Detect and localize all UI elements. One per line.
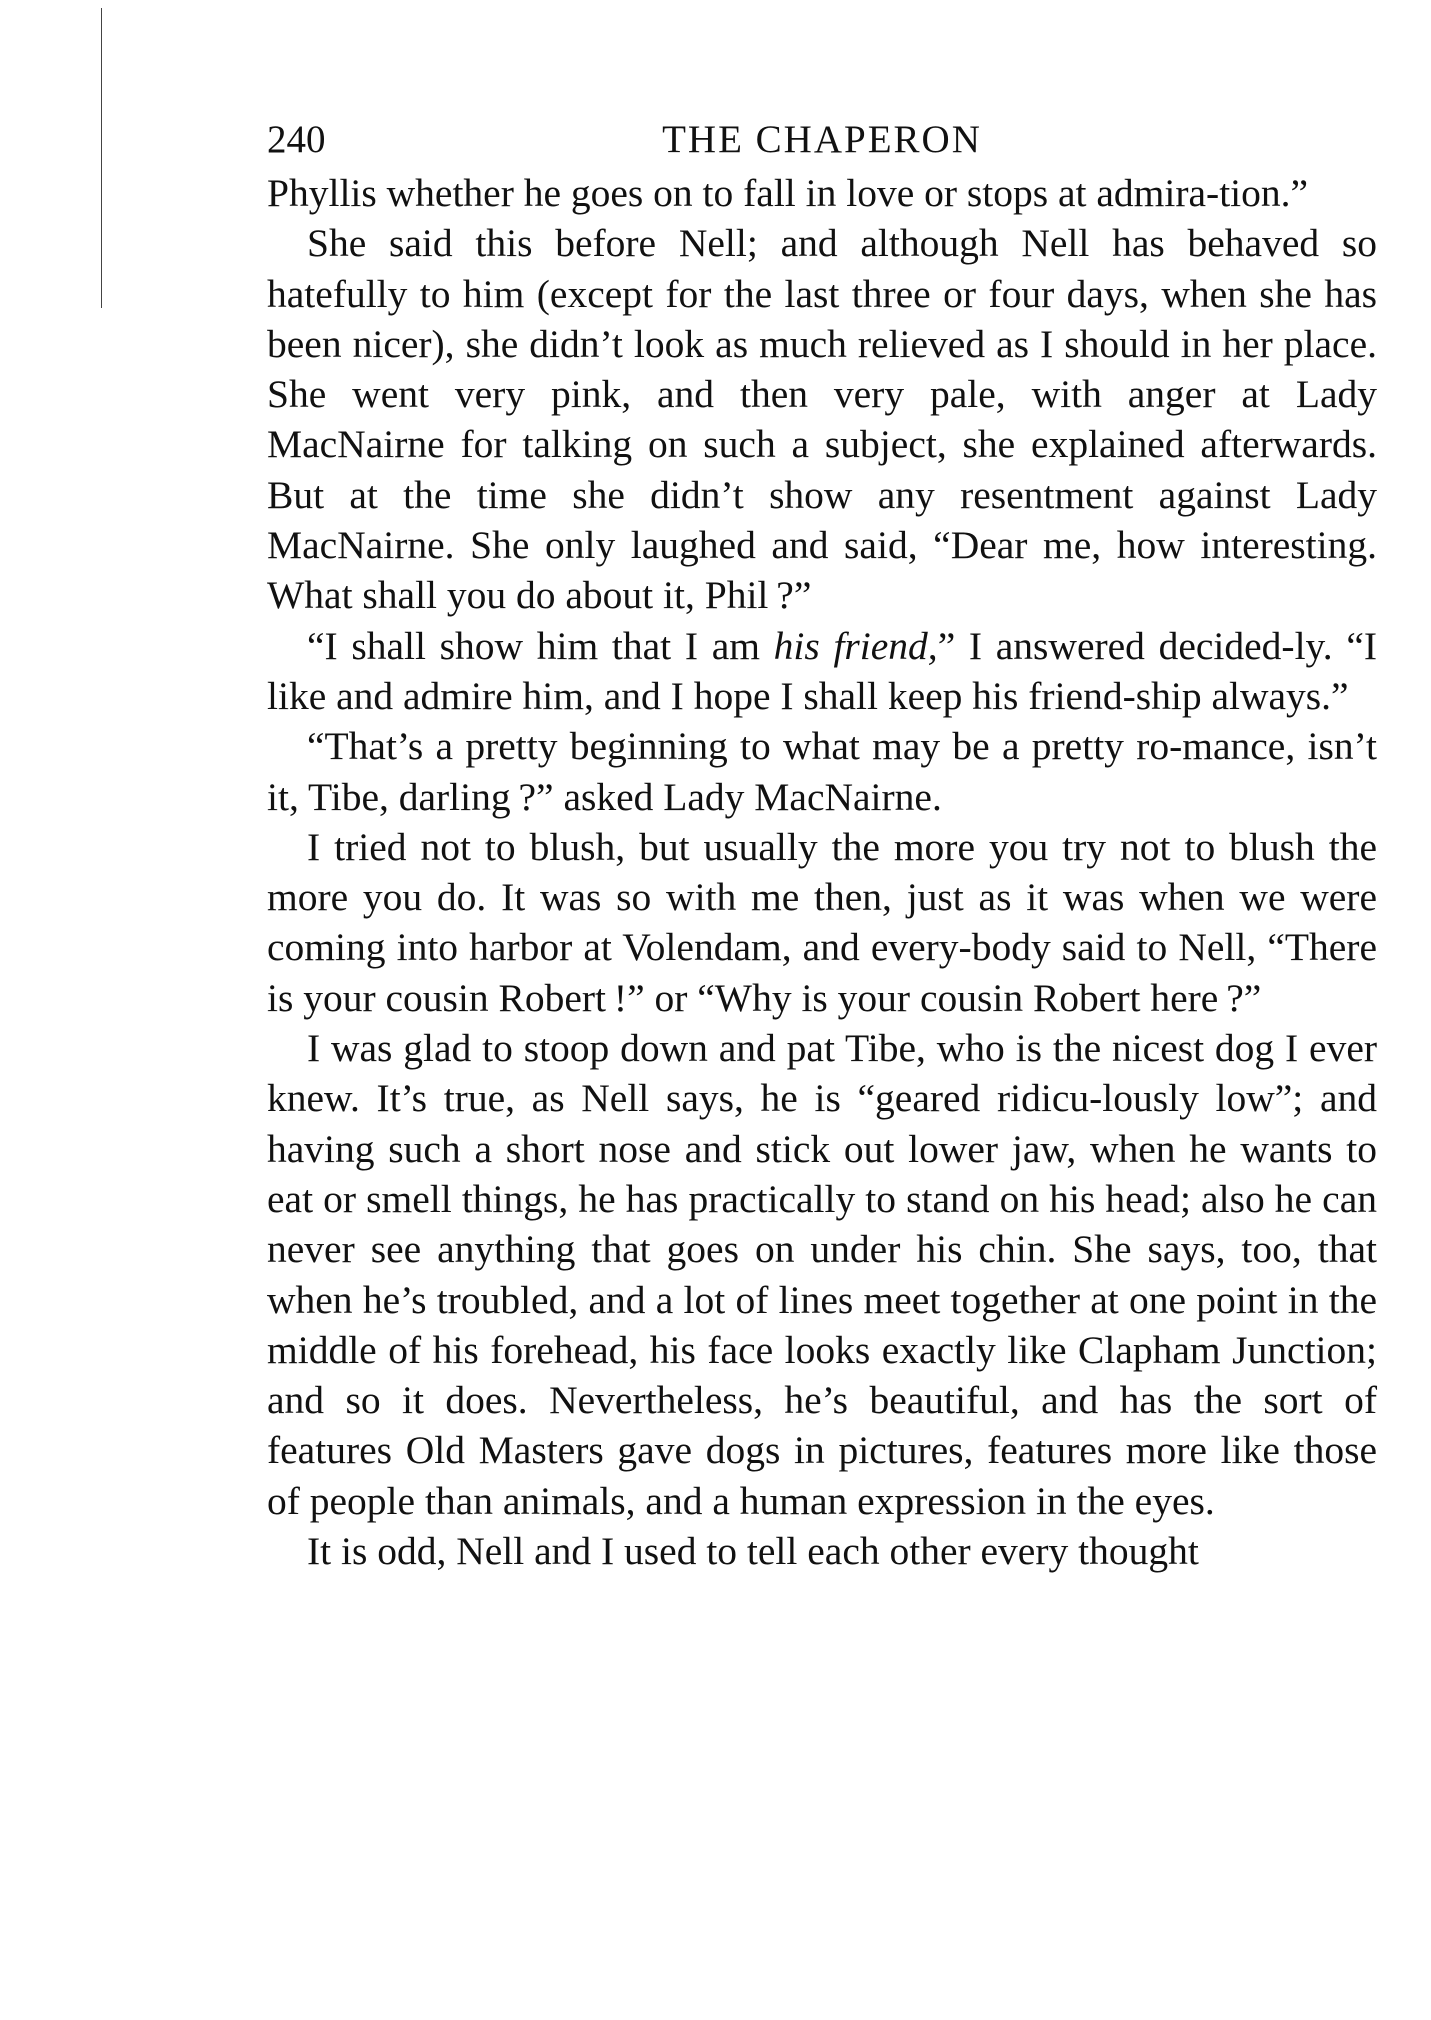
paragraph-text: Phyllis whether he goes on to fall in love or stops at admira-tion.” <box>267 171 1309 215</box>
body-text <box>267 168 1377 1576</box>
paragraph-text: I tried not to blush, but usually the more you try not to blush the more you do. It was so with me then, just as it was when we were coming into harbor at Volendam, and every-body said to Nell, “There is your cousin Robert !” or “Why is your cousin Robert here ?” <box>267 824 1377 1020</box>
italic-emphasis: his friend, <box>773 623 938 668</box>
paragraph-text: ” I answered decided-ly. “I like and admire him, and I hope I shall keep his friend-ship always.” <box>267 623 1378 718</box>
book-page <box>267 112 1377 1576</box>
paragraph-4 <box>267 721 1377 822</box>
paragraph-text: I was glad to stoop down and pat Tibe, who is the nicest dog I ever knew. It’s true, as Nell says, he is “geared ridicu-lously low”; and having such a short nose and stick out lower jaw, when he wants to eat or smell things, he has practically to stand on his head; also he can never see anything that goes on under his chin. She says, too, that when he’s troubled, and a lot of lines meet together at one point in the middle of his forehead, his face looks exactly like Clapham Junction; and so it does. Nevertheless, he’s beautiful, and has the sort of features Old Masters gave dogs in pictures, features more like those of people than animals, and a human expression in the eyes. <box>267 1026 1377 1523</box>
paragraph-2 <box>267 218 1377 620</box>
paragraph-text: “I shall show him that I am <box>307 623 774 668</box>
paragraph-text: She said this before Nell; and although Nell has behaved so hatefully to him (except for the last three or four days, when she has been nicer), she didn’t look as much relieved as I should in her place. She went very pink, and then very pale, with anger at Lady MacNairne for talking on such a subject, she explained afterwards. But at the time she didn’t show any resentment against Lady MacNairne. She only laughed and said, “Dear me, how interesting. What shall you do about it, Phil ?” <box>267 221 1377 618</box>
paragraph-7 <box>267 1526 1377 1576</box>
paragraph-1 <box>267 168 1377 218</box>
paragraph-6 <box>267 1023 1377 1526</box>
paragraph-text: “That’s a pretty beginning to what may be a pretty ro-mance, isn’t it, Tibe, darling ?” asked Lady MacNairne. <box>267 724 1377 819</box>
paragraph-3 <box>267 621 1377 722</box>
running-title: THE CHAPERON <box>662 118 982 161</box>
paragraph-text: It is odd, Nell and I used to tell each other every thought <box>307 1529 1199 1574</box>
page-gutter-line <box>101 8 102 308</box>
page-number: 240 <box>267 118 326 161</box>
paragraph-5 <box>267 822 1377 1023</box>
page-header <box>267 112 1377 168</box>
